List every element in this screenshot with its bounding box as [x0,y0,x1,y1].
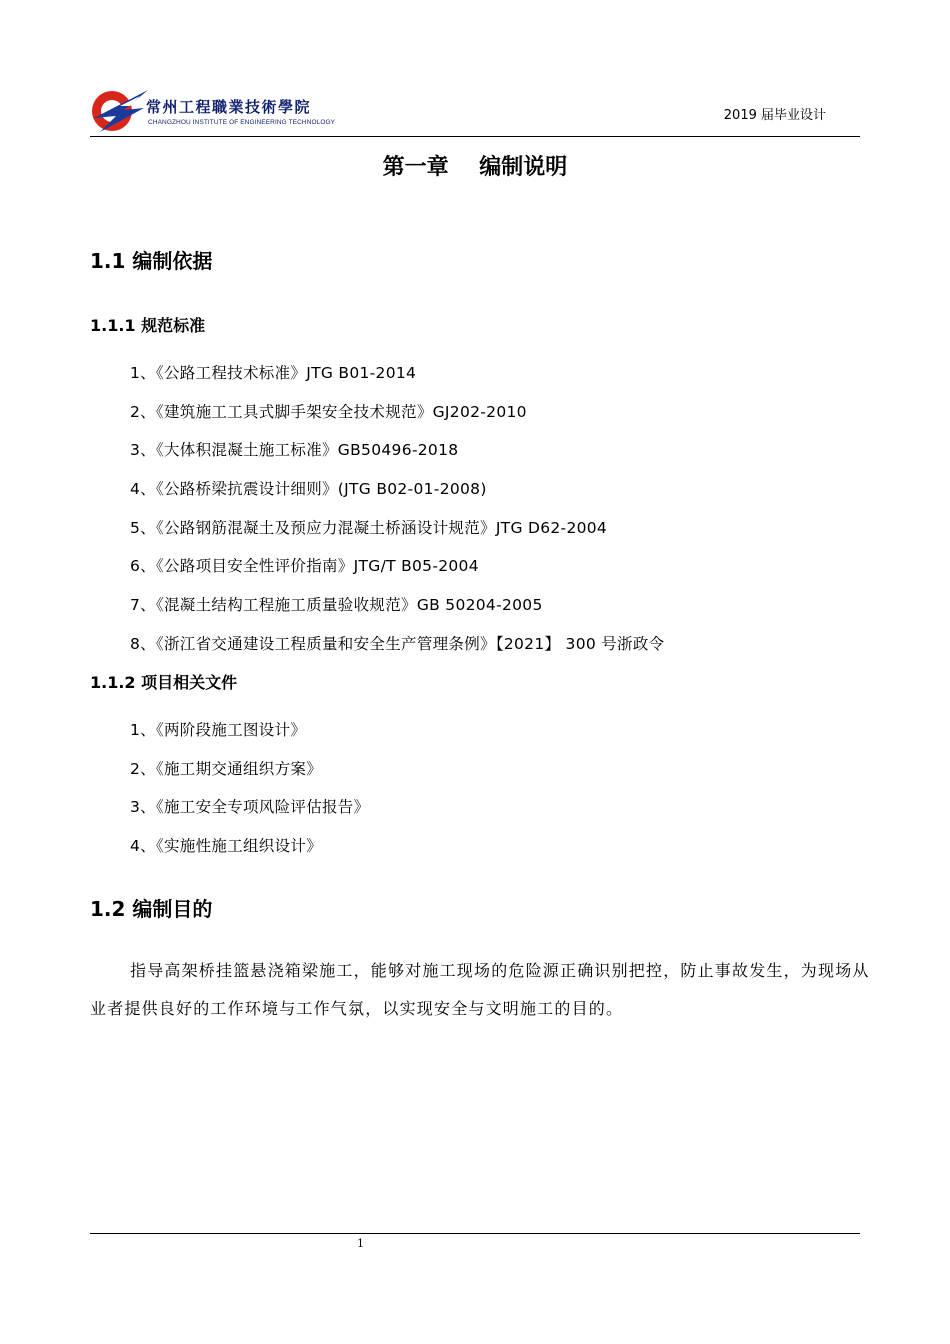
purpose-paragraph [90,952,870,1028]
document-item: 4、《实施性施工组织设计》 [130,837,323,855]
footer-divider [90,1233,860,1234]
standard-item: 4、《公路桥梁抗震设计细则》(JTG B02-01-2008) [130,480,487,498]
section-title-1-2: 1.2 编制目的 [90,897,213,921]
standard-item: 6、《公路项目安全性评价指南》JTG/T B05-2004 [130,557,479,575]
standard-item: 1、《公路工程技术标准》JTG B01-2014 [130,364,417,382]
section-title-1-1: 1.1 编制依据 [90,249,213,273]
standard-item: 3、《大体积混凝土施工标准》GB50496-2018 [130,441,459,459]
chapter-title: 第一章 编制说明 [382,155,568,180]
standard-item: 5、《公路钢筋混凝土及预应力混凝土桥涵设计规范》JTG D62-2004 [130,519,608,537]
standard-item: 8、《浙江省交通建设工程质量和安全生产管理条例》【2021】 300 号浙政令 [130,635,665,653]
standard-item: 7、《混凝土结构工程施工质量验收规范》GB 50204-2005 [130,596,543,614]
subsection-title-1-1-1: 1.1.1 规范标准 [90,316,206,335]
standard-item: 2、《建筑施工工具式脚手架安全技术规范》GJ202-2010 [130,403,527,421]
logo-chinese-name: 常州工程職業技術學院 [146,98,312,116]
document-item: 3、《施工安全专项风险评估报告》 [130,798,370,816]
subsection-title-1-1-2: 1.1.2 项目相关文件 [90,673,238,692]
school-logo [90,88,336,134]
header-graduation-label: 2019 届毕业设计 [723,108,826,123]
document-item: 1、《两阶段施工图设计》 [130,721,307,739]
page-number: 1 [357,1237,364,1250]
page-header [90,84,860,137]
school-emblem-icon [90,88,150,134]
document-item: 2、《施工期交通组织方案》 [130,760,323,778]
logo-english-name: CHANGZHOU INSTITUTE OF ENGINEERING TECHNOLOGY [148,119,336,126]
purpose-paragraph-text: 指导高架桥挂篮悬浇箱梁施工，能够对施工现场的危险源正确识别把控，防止事故发生，为现场从业者提供良好的工作环境与工作气氛，以实现安全与文明施工的目的。 [90,961,870,1018]
